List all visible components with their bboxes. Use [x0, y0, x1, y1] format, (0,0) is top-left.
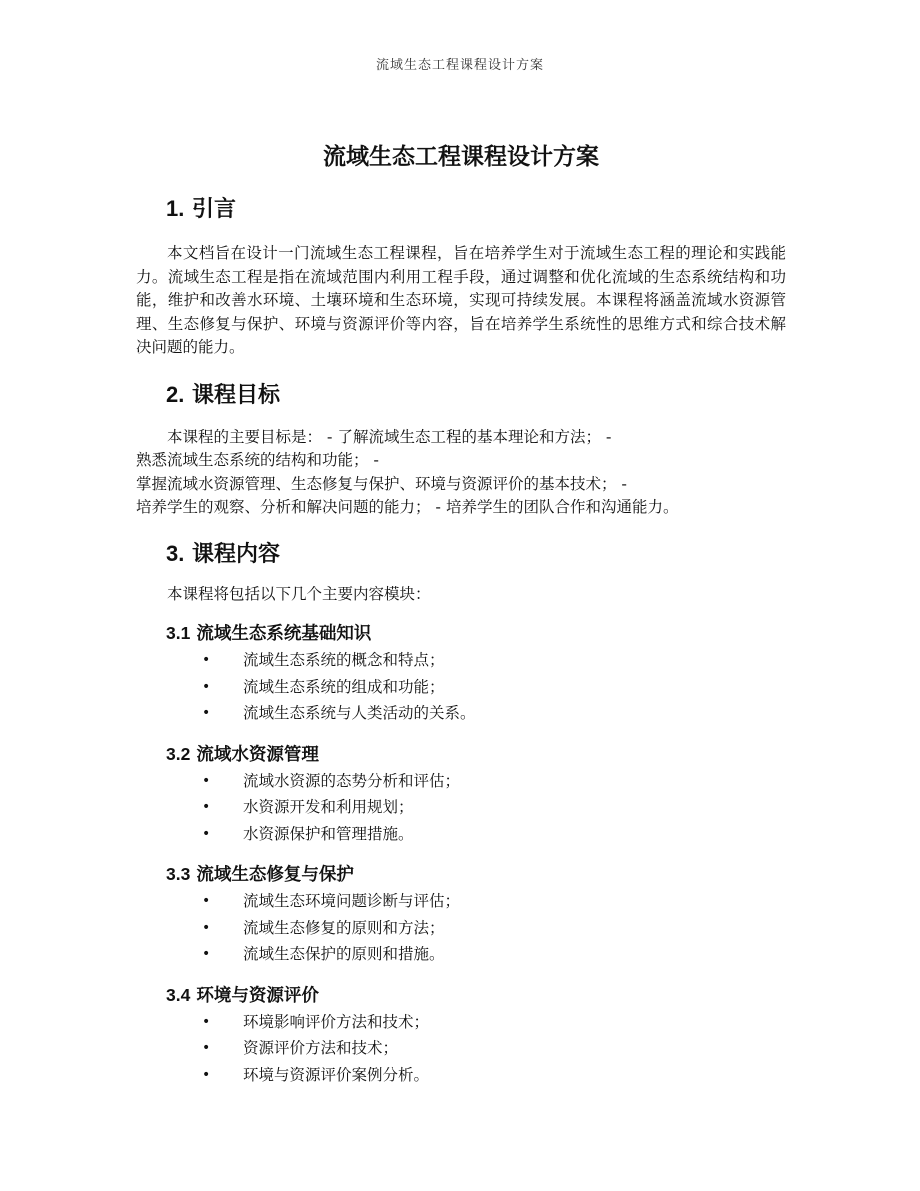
list-item-text: 流域生态系统的组成和功能；: [243, 677, 445, 696]
bullet-icon: •: [202, 919, 211, 936]
subsection-3-4-list: [136, 1009, 786, 1089]
bullet-icon: •: [202, 946, 211, 962]
bullet-icon: •: [202, 678, 211, 695]
subsection-3-1-title: 流域生态系统基础知识: [196, 624, 372, 644]
list-item-text: 水资源开发和利用规划；: [243, 798, 414, 816]
bullet-icon: •: [202, 1013, 211, 1030]
list-item: [136, 915, 786, 942]
list-item: [136, 941, 786, 968]
subsection-3-3-title: 流域生态修复与保护: [196, 865, 354, 885]
list-item-text: 流域生态系统与人类活动的关系。: [243, 704, 476, 722]
goals-line: 熟悉流域生态系统的结构和功能； -: [136, 451, 380, 469]
bullet-icon: •: [202, 799, 211, 815]
section-2-number: 2.: [166, 381, 185, 407]
subsection-3-3-number: 3.3: [166, 864, 191, 884]
subsection-3-1-heading: [136, 620, 786, 647]
bullet-icon: •: [202, 772, 211, 789]
bullet-icon: •: [202, 893, 211, 909]
document-body: [136, 140, 786, 1088]
list-item: [136, 1009, 786, 1036]
subsection-3-2-list: [136, 768, 786, 848]
bullet-icon: •: [202, 705, 211, 721]
running-header: 流域生态工程课程设计方案: [375, 58, 544, 73]
list-item: [136, 821, 786, 848]
list-item-text: 流域生态系统的概念和特点；: [243, 651, 445, 669]
goals-line: 掌握流域水资源管理、生态修复与保护、环境与资源评价的基本技术； -: [136, 474, 628, 493]
section-3-number: 3.: [166, 540, 185, 566]
section-3-title: 课程内容: [192, 541, 281, 567]
list-item: [136, 888, 786, 915]
list-item-text: 流域水资源的态势分析和评估；: [243, 771, 461, 790]
subsection-3-4-heading: [136, 982, 786, 1009]
section-2-heading: [136, 378, 786, 413]
list-item-text: 资源评价方法和技术；: [243, 1039, 399, 1057]
list-item: [136, 647, 786, 674]
subsection-3-4-number: 3.4: [166, 984, 191, 1005]
list-item-text: 流域生态保护的原则和措施。: [243, 945, 445, 963]
section-3-heading: [136, 537, 786, 572]
bullet-icon: •: [202, 1040, 211, 1056]
list-item: [136, 794, 786, 821]
bullet-icon: •: [202, 652, 211, 668]
list-item-text: 环境与资源评价案例分析。: [243, 1065, 430, 1084]
section-1-title: 引言: [192, 197, 237, 222]
subsection-3-4-title: 环境与资源评价: [196, 985, 319, 1006]
list-item: [136, 768, 786, 795]
list-item-text: 环境影响评价方法和技术；: [243, 1012, 430, 1031]
goals-line: 培养学生的观察、分析和解决问题的能力； - 培养学生的团队合作和沟通能力。: [136, 498, 679, 516]
section-2-goals: [136, 426, 786, 520]
list-item-text: 水资源保护和管理措施。: [243, 824, 414, 843]
list-item-text: 流域生态修复的原则和方法；: [243, 918, 445, 937]
list-item: [136, 1062, 786, 1089]
subsection-3-3-list: [136, 888, 786, 968]
section-3-intro: 本课程将包括以下几个主要内容模块：: [167, 584, 431, 603]
section-1-paragraph: 本文档旨在设计一门流域生态工程课程，旨在培养学生对于流域生态工程的理论和实践能力。流域生态工程是指在流域范围内利用工程手段，通过调整和优化流域的生态系统结构和功能，维护和改善水环境、土壤环境和生态环境，实现可持续发展。本课程将涵盖流域水资源管理、生态修复与保护、环境与资源评价等内容，旨在培养学生系统性的思维方式和综合技术解决问题的能力。: [136, 244, 786, 356]
section-1-heading: [136, 192, 786, 227]
subsection-3-1-number: 3.1: [166, 623, 191, 643]
subsection-3-2-title: 流域水资源管理: [196, 744, 319, 765]
list-item: [136, 1035, 786, 1062]
document-title: 流域生态工程课程设计方案: [323, 144, 599, 170]
section-2-title: 课程目标: [192, 382, 281, 408]
list-item: [136, 674, 786, 701]
bullet-icon: •: [202, 1066, 211, 1083]
goals-line: 本课程的主要目标是： - 了解流域生态工程的基本理论和方法； -: [167, 427, 612, 446]
subsection-3-2-heading: [136, 741, 786, 768]
subsection-3-2-number: 3.2: [166, 743, 191, 764]
bullet-icon: •: [202, 825, 211, 842]
list-item: [136, 700, 786, 727]
section-1-number: 1.: [166, 196, 185, 221]
list-item-text: 流域生态环境问题诊断与评估；: [243, 892, 461, 910]
subsection-3-1-list: [136, 647, 786, 727]
subsection-3-3-heading: [136, 861, 786, 888]
